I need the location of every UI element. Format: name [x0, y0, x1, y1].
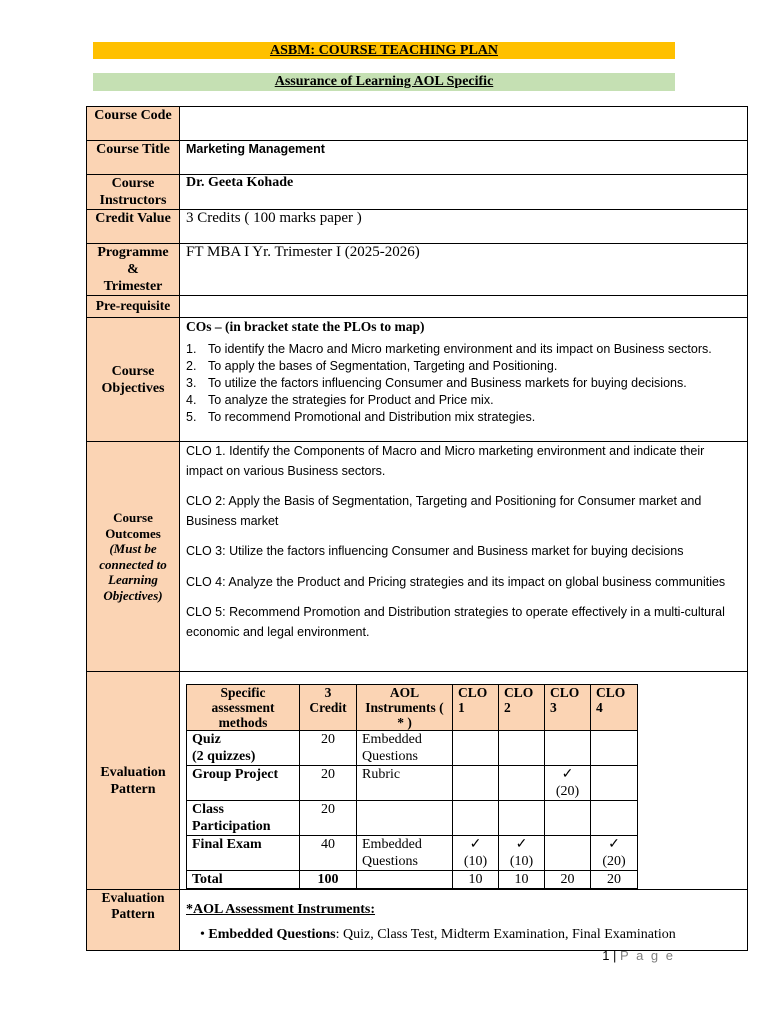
- objectives-label: Course Objectives: [87, 318, 180, 442]
- clo-item: CLO 2: Apply the Basis of Segmentation, Targeting and Positioning for Consumer market and Business market: [186, 494, 702, 528]
- aol-cell: [357, 801, 453, 836]
- clo2-cell: [499, 766, 545, 801]
- course-title-value: Marketing Management: [180, 141, 748, 175]
- clo1-cell: [453, 766, 499, 801]
- course-title-label: Course Title: [87, 141, 180, 175]
- prereq-value: [180, 296, 748, 318]
- check-icon: ✓: [515, 837, 528, 852]
- total-label: Total: [187, 871, 300, 889]
- course-plan-table: [86, 106, 748, 951]
- clo-item: CLO 1. Identify the Components of Macro and Micro marketing environment and indicate their impact on various Business sectors.: [186, 444, 705, 478]
- outcomes-label-text: Course Outcomes: [105, 510, 161, 541]
- total-aol: [357, 871, 453, 889]
- table-header-row: [187, 685, 638, 731]
- list-item: 3. To utilize the factors influencing Consumer and Business markets for buying decisions.: [186, 376, 687, 390]
- table-total-row: [187, 871, 638, 889]
- clo2-cell: ✓ (10): [499, 836, 545, 871]
- method-cell: Class Participation: [187, 801, 300, 836]
- programme-label-line2: &: [127, 262, 139, 277]
- clo1-cell: [453, 801, 499, 836]
- header-clo4: CLO 4: [591, 685, 638, 731]
- credit-label: Credit Value: [87, 210, 180, 244]
- list-item: 1. To identify the Macro and Micro marketing environment and its impact on Business sectors.: [186, 342, 712, 356]
- objectives-list: [186, 341, 741, 426]
- bullet-icon: •: [200, 927, 205, 942]
- clo-item: CLO 4: Analyze the Product and Pricing strategies and its impact on global business communities: [186, 574, 726, 589]
- list-item: [186, 927, 741, 943]
- programme-label-line3: Trimester: [103, 279, 163, 294]
- clo3-cell: [545, 836, 591, 871]
- objectives-heading: COs – (in bracket state the PLOs to map): [186, 319, 425, 334]
- course-code-label: Course Code: [87, 107, 180, 141]
- total-clo2: 10: [499, 871, 545, 889]
- aol-instruments-heading: *AOL Assessment Instruments:: [186, 902, 376, 917]
- check-icon: ✓: [561, 767, 574, 782]
- bullet-text: : Quiz, Class Test, Midterm Examination, Final Examination: [335, 927, 676, 942]
- eval2-cell: [180, 890, 748, 951]
- total-clo3: 20: [545, 871, 591, 889]
- credit-cell: 20: [300, 801, 357, 836]
- instructors-label: Course Instructors: [87, 175, 180, 210]
- outcomes-label: [87, 442, 180, 672]
- clo3-cell: [545, 731, 591, 766]
- header-clo3: CLO 3: [545, 685, 591, 731]
- programme-label: [87, 244, 180, 296]
- page-label: P a g e: [620, 948, 675, 963]
- clo2-cell: [499, 731, 545, 766]
- evaluation-cell: [180, 672, 748, 890]
- method-cell: Quiz (2 quizzes): [187, 731, 300, 766]
- clo1-cell: ✓ (10): [453, 836, 499, 871]
- table-row: [187, 731, 638, 766]
- credit-value: 3 Credits ( 100 marks paper ): [180, 210, 748, 244]
- clo-item: CLO 5: Recommend Promotion and Distribution strategies to operate effectively in a multi-cultural economic and legal environment.: [186, 605, 725, 639]
- table-row: [187, 801, 638, 836]
- aol-cell: Embedded Questions: [357, 731, 453, 766]
- list-item: 2. To apply the bases of Segmentation, Targeting and Positioning.: [186, 359, 558, 373]
- page-number: 1: [602, 948, 610, 963]
- programme-label-line1: Programme: [97, 245, 169, 260]
- clo-item: CLO 3: Utilize the factors influencing Consumer and Business market for buying decisions: [186, 544, 684, 558]
- clo4-cell: [591, 731, 638, 766]
- method-cell: Final Exam: [187, 836, 300, 871]
- clo3-cell: [545, 801, 591, 836]
- total-clo4: 20: [591, 871, 638, 889]
- page-footer: 1 | P a g e: [602, 948, 675, 963]
- outcomes-cell: [180, 442, 748, 672]
- page-title-banner: [93, 42, 675, 59]
- objectives-cell: [180, 318, 748, 442]
- header-aol: AOL Instruments ( * ): [357, 685, 453, 731]
- clo2-cell: [499, 801, 545, 836]
- credit-cell: 20: [300, 766, 357, 801]
- credit-cell: 40: [300, 836, 357, 871]
- total-clo1: 10: [453, 871, 499, 889]
- list-item: 5. To recommend Promotional and Distribution mix strategies.: [186, 410, 536, 424]
- clo4-cell: ✓ (20): [591, 836, 638, 871]
- instructors-value: Dr. Geeta Kohade: [180, 175, 748, 210]
- clo1-cell: [453, 731, 499, 766]
- method-cell: Group Project: [187, 766, 300, 801]
- clo4-cell: [591, 801, 638, 836]
- table-row: [187, 766, 638, 801]
- table-row: [187, 836, 638, 871]
- clo3-cell: ✓ (20): [545, 766, 591, 801]
- subtitle-banner: [93, 73, 675, 91]
- eval2-label: Evaluation Pattern: [87, 890, 180, 951]
- header-clo2: CLO 2: [499, 685, 545, 731]
- header-credit: 3 Credit: [300, 685, 357, 731]
- header-clo1: CLO 1: [453, 685, 499, 731]
- prereq-label: Pre-requisite: [87, 296, 180, 318]
- total-credit: 100: [300, 871, 357, 889]
- course-code-value: [180, 107, 748, 141]
- aol-cell: Rubric: [357, 766, 453, 801]
- bullet-bold: Embedded Questions: [208, 927, 336, 942]
- check-icon: ✓: [608, 837, 620, 852]
- header-methods: Specific assessment methods: [187, 685, 300, 731]
- clo4-cell: [591, 766, 638, 801]
- check-icon: ✓: [469, 837, 482, 852]
- programme-value: FT MBA I Yr. Trimester I (2025-2026): [180, 244, 748, 296]
- credit-cell: 20: [300, 731, 357, 766]
- outcomes-label-note: (Must be connected to Learning Objectives): [99, 541, 167, 603]
- page-title: ASBM: COURSE TEACHING PLAN: [269, 43, 499, 58]
- evaluation-table: [186, 684, 638, 889]
- aol-cell: Embedded Questions: [357, 836, 453, 871]
- evaluation-label: Evaluation Pattern: [87, 672, 180, 890]
- page-subtitle: Assurance of Learning AOL Specific: [274, 74, 494, 89]
- list-item: 4. To analyze the strategies for Product and Price mix.: [186, 393, 494, 407]
